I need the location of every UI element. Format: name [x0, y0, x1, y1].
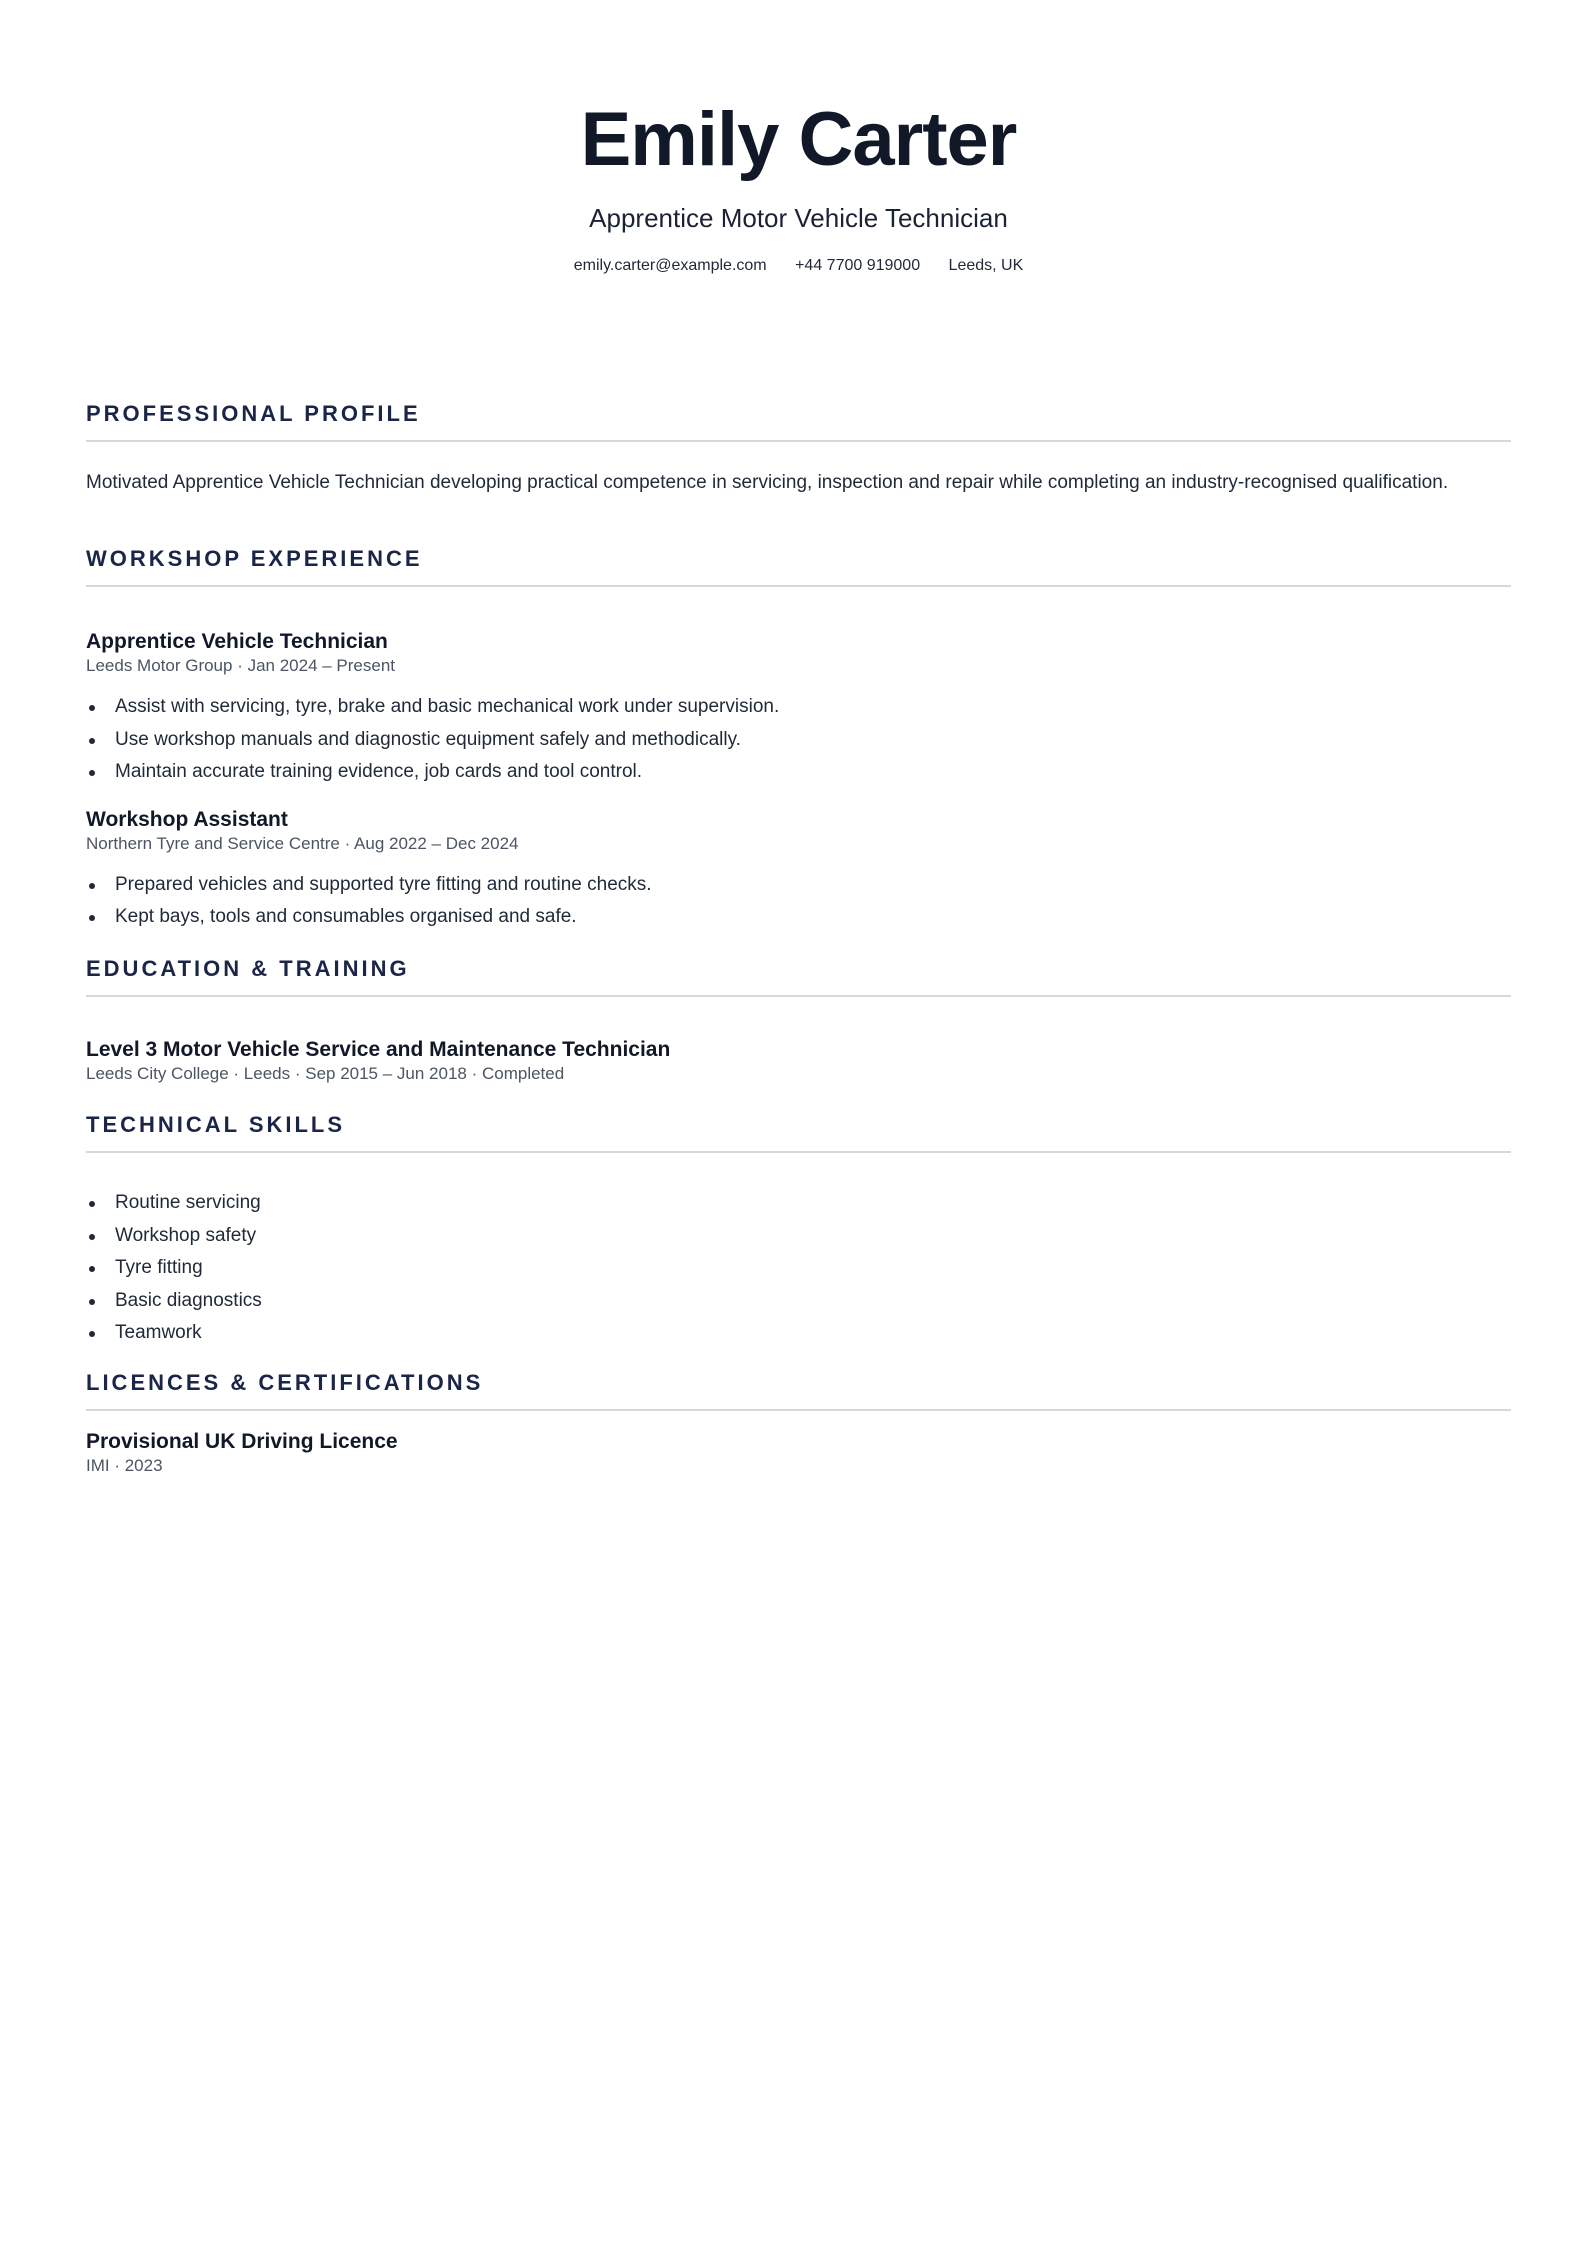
profile-section [86, 400, 1511, 495]
contact-line [86, 256, 1511, 276]
job-meta: Northern Tyre and Service Centre · Aug 2022 – Dec 2024 [86, 833, 519, 853]
job-entry [86, 629, 1511, 789]
list-item: Use workshop manuals and diagnostic equipment safely and methodically. [86, 724, 1511, 757]
section-heading: LICENCES & CERTIFICATIONS [86, 1369, 1511, 1411]
skills-list [86, 1187, 1511, 1350]
experience-section [86, 545, 1511, 934]
section-heading: EDUCATION & TRAINING [86, 955, 1511, 997]
list-item: Assist with servicing, tyre, brake and basic mechanical work under supervision. [86, 691, 1511, 724]
candidate-title: Apprentice Motor Vehicle Technician [589, 203, 1008, 233]
resume-header [86, 0, 1511, 276]
job-title: Workshop Assistant [86, 807, 288, 831]
licence-entry [86, 1429, 1511, 1477]
section-heading: TECHNICAL SKILLS [86, 1111, 1511, 1153]
list-item: Teamwork [86, 1317, 1511, 1350]
job-bullets [86, 691, 1511, 789]
section-heading: WORKSHOP EXPERIENCE [86, 545, 1511, 587]
job-title: Apprentice Vehicle Technician [86, 630, 388, 653]
list-item: Kept bays, tools and consumables organised and safe. [86, 901, 1511, 934]
candidate-name: Emily Carter [580, 97, 1017, 182]
skills-section [86, 1111, 1511, 1350]
list-item: Tyre fitting [86, 1252, 1511, 1285]
contact-location: Leeds, UK [948, 257, 1024, 274]
contact-phone: +44 7700 919000 [795, 257, 921, 274]
education-title: Level 3 Motor Vehicle Service and Maintenance Technician [86, 1038, 671, 1061]
licences-section [86, 1369, 1511, 1477]
education-meta: Leeds City College · Leeds · Sep 2015 – Jun 2018 · Completed [86, 1064, 565, 1083]
contact-email: emily.carter@example.com [573, 257, 767, 274]
list-item: Basic diagnostics [86, 1285, 1511, 1318]
licence-meta: IMI · 2023 [86, 1456, 163, 1475]
list-item: Routine servicing [86, 1187, 1511, 1220]
list-item: Prepared vehicles and supported tyre fitting and routine checks. [86, 869, 1511, 902]
licence-title: Provisional UK Driving Licence [86, 1430, 398, 1453]
job-entry [86, 807, 1511, 934]
job-meta: Leeds Motor Group · Jan 2024 – Present [86, 656, 396, 675]
section-heading: PROFESSIONAL PROFILE [86, 400, 1511, 442]
job-bullets [86, 869, 1511, 934]
resume-page [86, 0, 1511, 1475]
list-item: Maintain accurate training evidence, job cards and tool control. [86, 756, 1511, 789]
education-entry [86, 1037, 1511, 1085]
education-section [86, 955, 1511, 1085]
list-item: Workshop safety [86, 1220, 1511, 1253]
profile-text: Motivated Apprentice Vehicle Technician developing practical competence in servicing, inspection and repair while completing an industry-recognised qualification. [86, 472, 1449, 493]
